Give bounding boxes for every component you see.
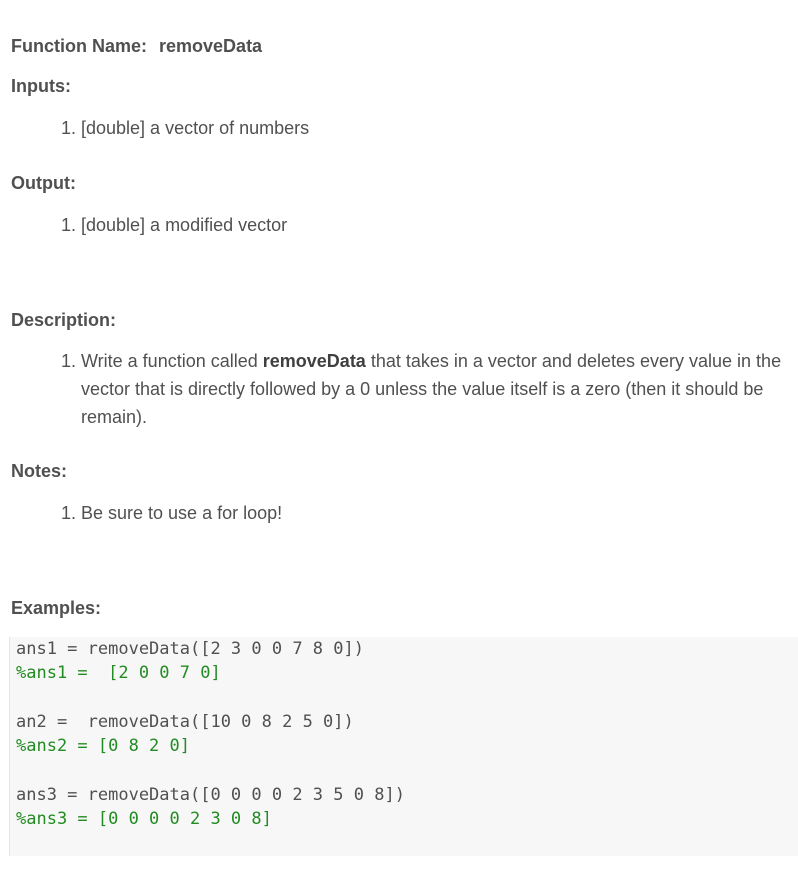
function-name-label: Function Name: xyxy=(11,36,148,56)
description-text-suffix: that takes in a vector and deletes every value in the vector that is directly followed by a 0 unless the value itself is a zero (then it should be remain). xyxy=(81,351,782,427)
code-line-command: ans1 = removeData([2 3 0 0 7 8 0]) xyxy=(16,639,364,659)
description-list xyxy=(11,347,786,431)
code-line-comment: %ans2 = [0 8 2 0] xyxy=(16,736,190,756)
examples-code-block xyxy=(9,637,798,856)
inputs-list-item: 1. [double] a vector of numbers xyxy=(81,114,786,142)
function-name-line xyxy=(11,36,262,57)
code-line-comment: %ans3 = [0 0 0 0 2 3 0 8] xyxy=(16,809,272,829)
function-name-value: removeData xyxy=(159,36,263,56)
output-list-item: 1. [double] a modified vector xyxy=(81,211,786,239)
description-function-name: removeData xyxy=(262,351,366,371)
output-heading: Output: xyxy=(11,173,76,193)
examples-heading: Examples: xyxy=(11,598,102,618)
inputs-list xyxy=(11,114,786,142)
code-line-command: ans3 = removeData([0 0 0 0 2 3 5 0 8]) xyxy=(16,785,405,805)
description-list-item xyxy=(81,347,786,431)
description-text-prefix: Write a function called xyxy=(81,351,263,371)
description-heading: Description: xyxy=(11,310,117,330)
code-line-comment: %ans1 = [2 0 0 7 0] xyxy=(16,663,221,683)
notes-heading: Notes: xyxy=(11,461,68,481)
notes-list-item: 1. Be sure to use a for loop! xyxy=(81,499,786,527)
inputs-heading: Inputs: xyxy=(11,76,71,96)
code-line-command: an2 = removeData([10 0 8 2 5 0]) xyxy=(16,712,354,732)
output-list xyxy=(11,211,786,239)
notes-list xyxy=(11,499,786,527)
